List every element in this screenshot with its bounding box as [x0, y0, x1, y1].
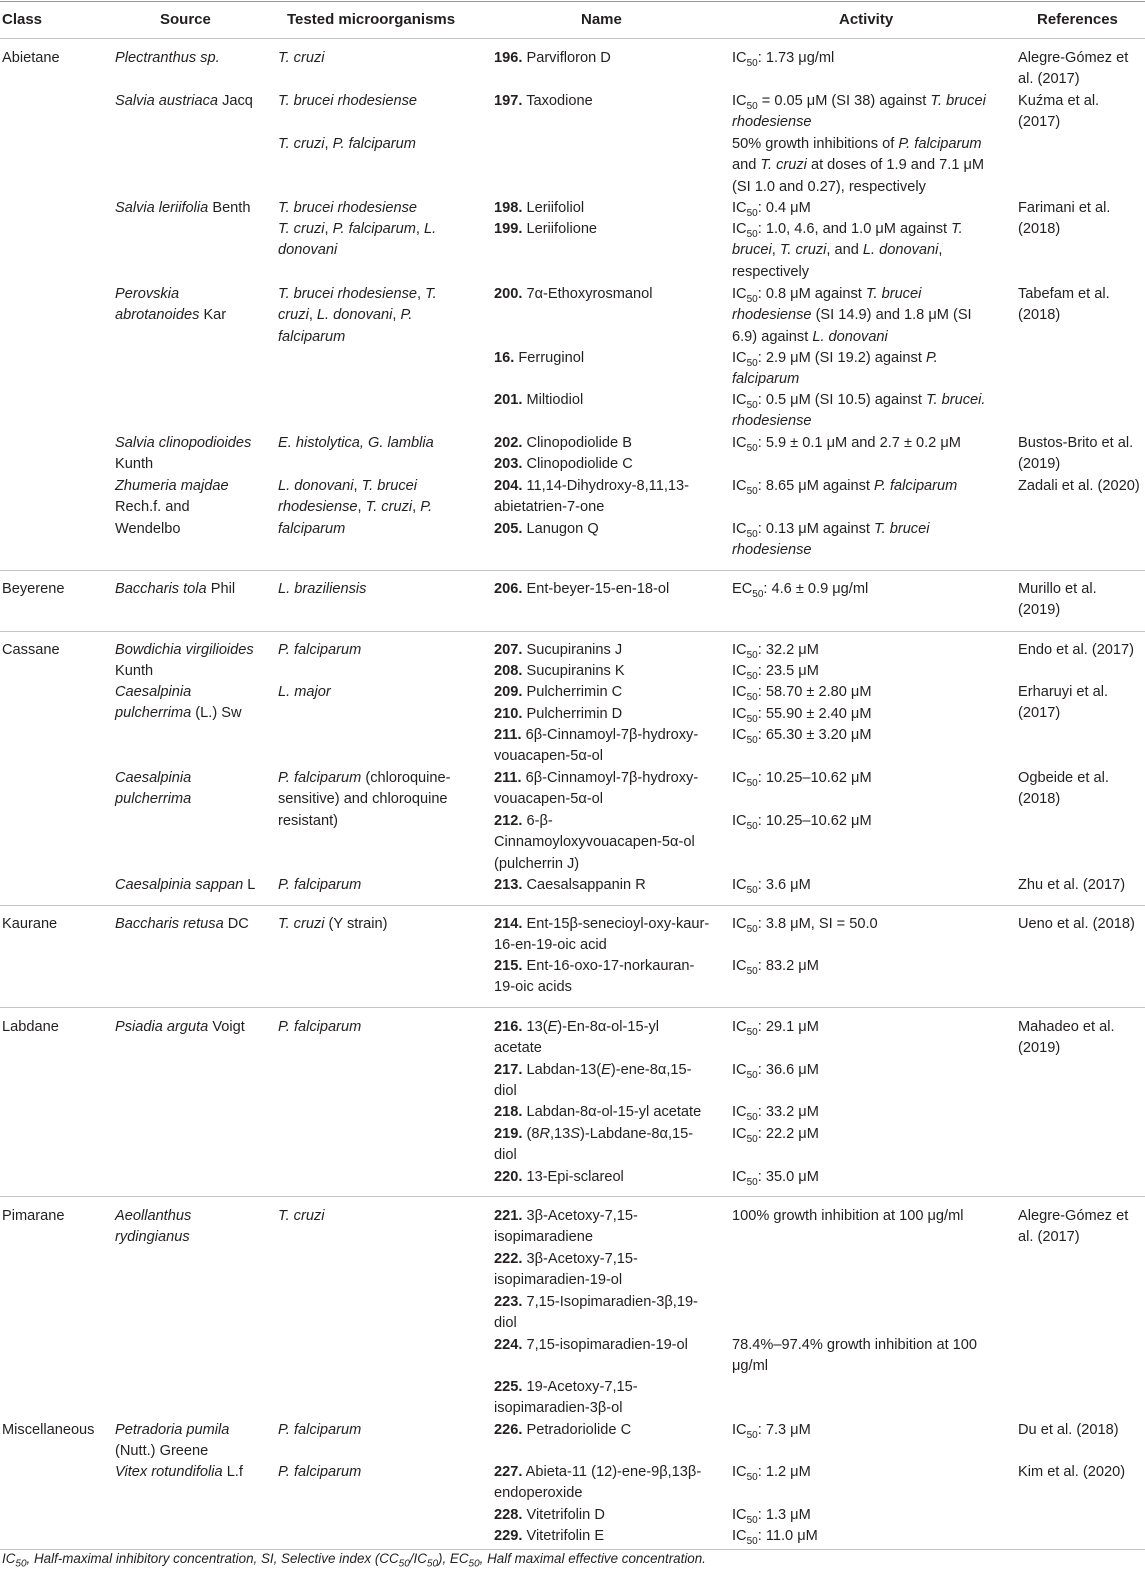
microorganism-cell: T. cruzi	[278, 50, 325, 66]
activity-cell: $IC_{50}$: 65.30 ± 3.20 μM	[732, 727, 872, 746]
reference-cell: Alegre-Gómez et al. (2017)	[1018, 50, 1129, 88]
activity-cell: $IC_{50}$: 8.65 μM against P. falciparum	[732, 478, 958, 497]
compound-cell: 205. Lanugon Q	[494, 521, 599, 537]
compound-cell: 212. 6-β-Cinnamoyloxyvouacapen-5α-ol (pulcherrin J)	[494, 813, 695, 872]
compound-cell: 207. Sucupiranins J	[494, 642, 623, 658]
activity-cell: $IC_{50}$: 0.4 μM	[732, 200, 811, 219]
compound-cell: 201. Miltiodiol	[494, 392, 584, 408]
group-divider	[0, 1196, 1145, 1197]
activity-cell: $IC_{50}$: 36.6 μM	[732, 1062, 819, 1081]
reference-cell: Erharuyi et al. (2017)	[1018, 684, 1109, 722]
compound-cell: 218. Labdan-8α-ol-15-yl acetate	[494, 1104, 702, 1120]
microorganism-cell: T. brucei rhodesiense	[278, 200, 417, 216]
microorganism-cell: L. major	[278, 684, 331, 700]
activity-cell: $IC_{50}$: 1.0, 4.6, and 1.0 μM against T. brucei, T. cruzi, and L. donovani, respectively	[732, 221, 963, 280]
header-rule	[0, 38, 1145, 39]
microorganism-cell: P. falciparum	[278, 1464, 362, 1480]
compound-cell: 209. Pulcherrimin C	[494, 684, 623, 700]
table-bottom-rule	[0, 1549, 1145, 1550]
compound-cell: 229. Vitetrifolin E	[494, 1528, 605, 1544]
activity-cell: $IC_{50}$: 7.3 μM	[732, 1422, 811, 1441]
group-divider	[0, 905, 1145, 906]
activity-cell: $IC_{50}$: 0.5 μM (SI 10.5) against T. brucei. rhodesiense	[732, 392, 986, 430]
activity-cell: $IC_{50}$: 22.2 μM	[732, 1126, 819, 1145]
compound-cell: 204. 11,14-Dihydroxy-8,11,13-abietatrien-7-one	[494, 478, 689, 516]
microorganism-cell: L. donovani, T. brucei rhodesiense, T. cruzi, P. falciparum	[278, 478, 433, 537]
source-cell: Psiadia arguta Voigt	[115, 1019, 245, 1035]
activity-cell: $IC_{50}$: 10.25–10.62 μM	[732, 813, 872, 832]
source-cell: Salvia austriaca Jacq	[115, 93, 253, 109]
compound-cell: 224. 7,15-isopimaradien-19-ol	[494, 1337, 688, 1353]
activity-cell: $IC_{50}$: 3.6 μM	[732, 877, 811, 896]
compound-cell: 228. Vitetrifolin D	[494, 1507, 605, 1523]
activity-cell: 50% growth inhibitions of P. falciparum and T. cruzi at doses of 1.9 and 7.1 μM (SI 1.0 and 0.27), respectively	[732, 136, 985, 195]
compound-cell: 217. Labdan-13(E)-ene-8α,15-diol	[494, 1062, 692, 1100]
compound-cell: 213. Caesalsappanin R	[494, 877, 646, 893]
microorganism-cell: P. falciparum	[278, 1019, 362, 1035]
compound-cell: 220. 13-Epi-sclareol	[494, 1169, 624, 1185]
class-label: Miscellaneous	[2, 1422, 95, 1438]
compound-cell: 206. Ent-beyer-15-en-18-ol	[494, 581, 670, 597]
compound-cell: 199. Leriifolione	[494, 221, 598, 237]
class-label: Kaurane	[2, 916, 58, 932]
source-cell: Perovskia abrotanoides Kar	[115, 286, 227, 324]
compound-cell: 196. Parvifloron D	[494, 50, 611, 66]
reference-cell: Kuźma et al. (2017)	[1018, 93, 1100, 131]
microorganism-cell: T. brucei rhodesiense, T. cruzi, L. donovani, P. falciparum	[278, 286, 437, 345]
activity-cell: $IC_{50}$: 1.3 μM	[732, 1507, 811, 1526]
activity-cell: $IC_{50}$: 32.2 μM	[732, 642, 819, 661]
reference-cell: Zadali et al. (2020)	[1018, 478, 1140, 494]
compound-cell: 16. Ferruginol	[494, 350, 585, 366]
compound-cell: 211. 6β-Cinnamoyl-7β-hydroxy-vouacapen-5α-ol	[494, 770, 699, 808]
activity-cell: $IC_{50}$: 3.8 μM, SI = 50.0	[732, 916, 878, 935]
activity-cell: $IC_{50} = 0.05$ μM (SI 38) against T. brucei rhodesiense	[732, 93, 986, 131]
source-cell: Zhumeria majdae Rech.f. and Wendelbo	[115, 478, 229, 537]
compound-cell: 219. (8R,13S)-Labdane-8α,15-diol	[494, 1126, 694, 1164]
reference-cell: Tabefam et al. (2018)	[1018, 286, 1110, 324]
compound-cell: 223. 7,15-Isopimaradien-3β,19-diol	[494, 1294, 698, 1332]
compound-cell: 227. Abieta-11 (12)-ene-9β,13β-endoperoxide	[494, 1464, 702, 1502]
activity-cell: $IC_{50}$: 1.2 μM	[732, 1464, 811, 1483]
compound-cell: 203. Clinopodiolide C	[494, 456, 633, 472]
compound-cell: 198. Leriifoliol	[494, 200, 585, 216]
microorganism-cell: T. cruzi, P. falciparum	[278, 136, 416, 152]
reference-cell: Zhu et al. (2017)	[1018, 877, 1126, 893]
compound-cell: 216. 13(E)-En-8α-ol-15-yl acetate	[494, 1019, 659, 1057]
header-source: Source	[160, 11, 211, 28]
class-label: Labdane	[2, 1019, 59, 1035]
compound-cell: 202. Clinopodiolide B	[494, 435, 632, 451]
reference-cell: Ogbeide et al. (2018)	[1018, 770, 1109, 808]
reference-cell: Mahadeo et al. (2019)	[1018, 1019, 1115, 1057]
activity-cell: $IC_{50}$: 29.1 μM	[732, 1019, 819, 1038]
microorganism-cell: P. falciparum	[278, 642, 362, 658]
compound-cell: 211. 6β-Cinnamoyl-7β-hydroxy-vouacapen-5α-ol	[494, 727, 699, 765]
activity-cell: $IC_{50}$: 11.0 μM	[732, 1528, 818, 1547]
activity-cell: $IC_{50}$: 1.73 μg/ml	[732, 50, 835, 69]
source-cell: Plectranthus sp.	[115, 50, 220, 66]
table-top-rule	[0, 1, 1145, 2]
compound-cell: 226. Petradoriolide C	[494, 1422, 632, 1438]
compound-cell: 222. 3β-Acetoxy-7,15-isopimaradien-19-ol	[494, 1251, 638, 1289]
compound-cell: 208. Sucupiranins K	[494, 663, 625, 679]
reference-cell: Alegre-Gómez et al. (2017)	[1018, 1208, 1129, 1246]
activity-cell: $IC_{50}$: 83.2 μM	[732, 958, 819, 977]
compound-cell: 225. 19-Acetoxy-7,15-isopimaradien-3β-ol	[494, 1379, 638, 1417]
header-class: Class	[2, 11, 43, 28]
class-label: Abietane	[2, 50, 60, 66]
activity-cell: $IC_{50}$: 55.90 ± 2.40 μM	[732, 706, 872, 725]
activity-cell: $IC_{50}$: 2.9 μM (SI 19.2) against P. falciparum	[732, 350, 938, 388]
activity-cell: 78.4%–97.4% growth inhibition at 100 μg/ml	[732, 1337, 978, 1375]
source-cell: Salvia leriifolia Benth	[115, 200, 251, 216]
source-cell: Petradoria pumila (Nutt.) Greene	[115, 1422, 230, 1460]
header-references: References	[1037, 11, 1118, 28]
class-label: Pimarane	[2, 1208, 65, 1224]
microorganism-cell: P. falciparum	[278, 1422, 362, 1438]
reference-cell: Endo et al. (2017)	[1018, 642, 1135, 658]
group-divider	[0, 631, 1145, 632]
reference-cell: Farimani et al. (2018)	[1018, 200, 1111, 238]
reference-cell: Bustos-Brito et al. (2019)	[1018, 435, 1134, 473]
activity-cell: $EC_{50}$: 4.6 ± 0.9 μg/ml	[732, 581, 869, 600]
source-cell: Baccharis tola Phil	[115, 581, 236, 597]
activity-cell: $IC_{50}$: 23.5 μM	[732, 663, 819, 682]
activity-cell: $IC_{50}$: 35.0 μM	[732, 1169, 819, 1188]
compound-cell: 221. 3β-Acetoxy-7,15-isopimaradiene	[494, 1208, 638, 1246]
compound-cell: 210. Pulcherrimin D	[494, 706, 623, 722]
compound-cell: 200. 7α-Ethoxyrosmanol	[494, 286, 653, 302]
activity-cell: $IC_{50}$: 5.9 ± 0.1 μM and 2.7 ± 0.2 μM	[732, 435, 961, 454]
activity-cell: $IC_{50}$: 33.2 μM	[732, 1104, 819, 1123]
group-divider	[0, 570, 1145, 571]
reference-cell: Du et al. (2018)	[1018, 1422, 1119, 1438]
reference-cell: Murillo et al. (2019)	[1018, 581, 1097, 619]
microorganism-cell: P. falciparum (chloroquine-sensitive) and chloroquine resistant)	[278, 770, 451, 829]
activity-cell: $IC_{50}$: 58.70 ± 2.80 μM	[732, 684, 872, 703]
class-label: Beyerene	[2, 581, 65, 597]
header-name: Name	[581, 11, 622, 28]
table-footnote: $IC_{50}$, Half-maximal inhibitory concentration, SI, Selective index $(CC_{50}/IC_{50})$, $EC_{50}$, Half maximal effective concentration.	[2, 1551, 706, 1570]
compound-cell: 214. Ent-15β-senecioyl-oxy-kaur-16-en-19-oic acid	[494, 916, 710, 954]
source-cell: Caesalpinia pulcherrima (L.) Sw	[115, 684, 242, 722]
microorganism-cell: L. braziliensis	[278, 581, 367, 597]
activity-cell: 100% growth inhibition at 100 μg/ml	[732, 1208, 964, 1224]
compound-cell: 215. Ent-16-oxo-17-norkauran-19-oic acids	[494, 958, 695, 996]
header-activity: Activity	[839, 11, 894, 28]
compound-cell: 197. Taxodione	[494, 93, 593, 109]
activity-cell: $IC_{50}$: 10.25–10.62 μM	[732, 770, 872, 789]
source-cell: Baccharis retusa DC	[115, 916, 249, 932]
class-label: Cassane	[2, 642, 60, 658]
source-cell: Vitex rotundifolia L.f	[115, 1464, 243, 1480]
reference-cell: Kim et al. (2020)	[1018, 1464, 1126, 1480]
microorganism-cell: T. cruzi, P. falciparum, L. donovani	[278, 221, 437, 259]
microorganism-cell: T. brucei rhodesiense	[278, 93, 417, 109]
source-cell: Aeollanthus rydingianus	[115, 1208, 192, 1246]
microorganism-cell: P. falciparum	[278, 877, 362, 893]
reference-cell: Ueno et al. (2018)	[1018, 916, 1135, 932]
microorganism-cell: E. histolytica, G. lamblia	[278, 435, 434, 451]
microorganism-cell: T. cruzi	[278, 1208, 325, 1224]
activity-cell: $IC_{50}$: 0.8 μM against T. brucei rhodesiense (SI 14.9) and 1.8 μM (SI 6.9) against L. donovani	[732, 286, 972, 345]
source-cell: Salvia clinopodioides Kunth	[115, 435, 252, 473]
group-divider	[0, 1007, 1145, 1008]
source-cell: Caesalpinia sappan L	[115, 877, 256, 893]
activity-cell: $IC_{50}$: 0.13 μM against T. brucei rhodesiense	[732, 521, 930, 559]
microorganism-cell: T. cruzi (Y strain)	[278, 916, 388, 932]
header-microorganisms: Tested microorganisms	[287, 11, 456, 28]
source-cell: Bowdichia virgilioides Kunth	[115, 642, 254, 680]
source-cell: Caesalpinia pulcherrima	[115, 770, 192, 808]
